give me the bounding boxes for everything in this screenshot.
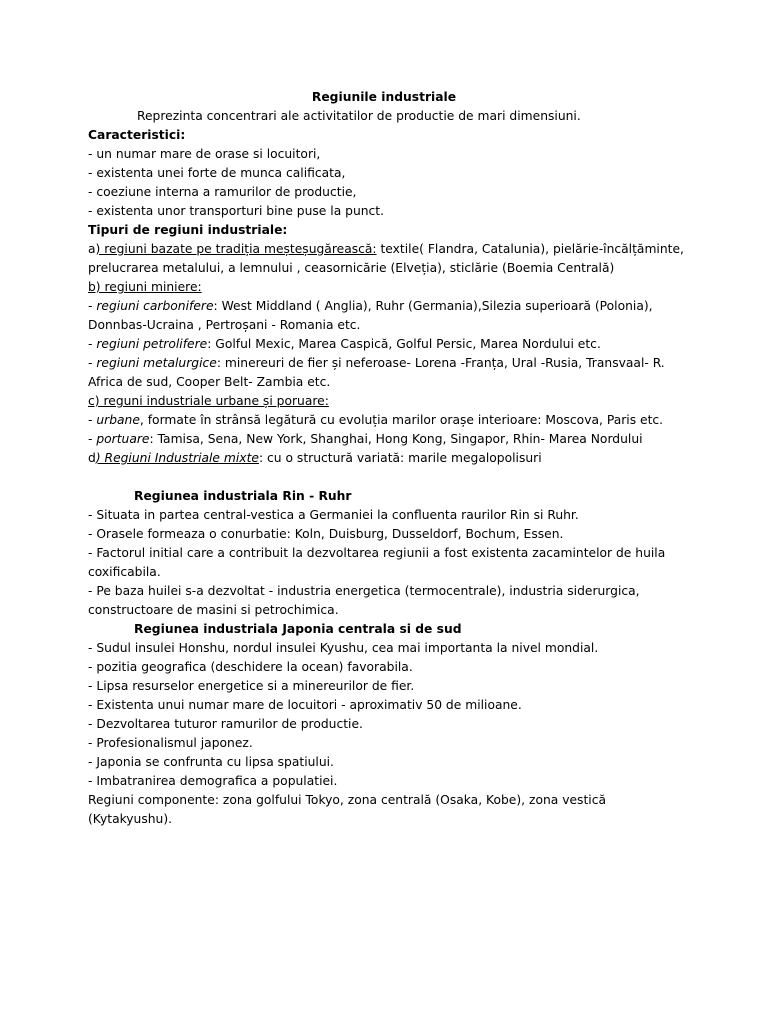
tipuri-d-line xyxy=(88,449,768,468)
japonia-line: Regiuni componente: zona golfului Tokyo, zona centrală (Osaka, Kobe), zona vestică xyxy=(88,793,606,807)
tipuri-d-prefix: d xyxy=(88,451,96,465)
urbane-line xyxy=(88,411,768,430)
metalurgice-line xyxy=(88,354,768,373)
japonia-line: - Lipsa resurselor energetice si a minereurilor de fier. xyxy=(88,679,415,693)
portuare-label: - portuare xyxy=(88,432,150,446)
japonia-line: - Imbatranirea demografica a populatiei. xyxy=(88,774,338,788)
rin-ruhr-line: - Pe baza huilei s-a dezvoltat - industria energetica (termocentrale), industria siderurgica, xyxy=(88,584,640,598)
tipuri-a-prefix: a xyxy=(88,242,96,256)
carbonifere-continuation: Donnbas-Ucraina , Pertroșani - Romania etc. xyxy=(88,318,361,332)
carbonifere-text: : West Middland ( Anglia), Ruhr (Germania),Silezia superioară (Polonia), xyxy=(213,299,653,313)
japonia-line: (Kytakyushu). xyxy=(88,812,173,826)
tipuri-b-label: b) regiuni miniere: xyxy=(88,280,202,294)
portuare-line xyxy=(88,430,768,449)
japonia-heading: Regiunea industriala Japonia centrala si de sud xyxy=(134,622,462,636)
tipuri-heading: Tipuri de regiuni industriale: xyxy=(88,223,288,237)
metalurgice-label: - regiuni metalurgice xyxy=(88,356,217,370)
japonia-line: - Dezvoltarea tuturor ramurilor de productie. xyxy=(88,717,363,731)
metalurgice-continuation: Africa de sud, Cooper Belt- Zambia etc. xyxy=(88,375,331,389)
japonia-line: - Japonia se confrunta cu lipsa spatiului. xyxy=(88,755,334,769)
tipuri-a-label: ) regiuni bazate pe tradiția meșteșugărească: xyxy=(95,242,377,256)
portuare-text: : Tamisa, Sena, New York, Shanghai, Hong Kong, Singapor, Rhin- Marea Nordului xyxy=(149,432,643,446)
tipuri-d-label: ) Regiuni Industriale mixte xyxy=(95,451,259,465)
japonia-line: - Sudul insulei Honshu, nordul insulei Kyushu, cea mai importanta la nivel mondial. xyxy=(88,641,599,655)
caracteristici-item: - existenta unei forte de munca calificata, xyxy=(88,166,346,180)
urbane-text: , formate în strânsă legătură cu evoluția marilor orașe interioare: Moscova, Paris etc. xyxy=(139,413,664,427)
carbonifere-label: - regiuni carbonifere xyxy=(88,299,214,313)
carbonifere-line xyxy=(88,297,768,316)
intro-paragraph: Reprezinta concentrari ale activitatilor de productie de mari dimensiuni. xyxy=(137,109,581,123)
tipuri-d-text: : cu o structură variată: marile megalopolisuri xyxy=(258,451,542,465)
tipuri-a-text: textile( Flandra, Catalunia), pielărie-încălțăminte, xyxy=(376,242,684,256)
rin-ruhr-line: coxificabila. xyxy=(88,565,161,579)
tipuri-c-label: c) reguni industriale urbane și poruare: xyxy=(88,394,329,408)
rin-ruhr-heading: Regiunea industriala Rin - Ruhr xyxy=(134,489,352,503)
japonia-line: - pozitia geografica (deschidere la ocean) favorabila. xyxy=(88,660,413,674)
caracteristici-item: - existenta unor transporturi bine puse la punct. xyxy=(88,204,385,218)
metalurgice-text: : minereuri de fier și neferoase- Lorena -Franța, Ural -Rusia, Transvaal- R. xyxy=(216,356,665,370)
urbane-label: - urbane xyxy=(88,413,140,427)
petrolifere-line xyxy=(88,335,768,354)
caracteristici-item: - un numar mare de orase si locuitori, xyxy=(88,147,321,161)
japonia-line: - Existenta unui numar mare de locuitori - aproximativ 50 de milioane. xyxy=(88,698,522,712)
rin-ruhr-line: - Factorul initial care a contribuit la dezvoltarea regiunii a fost existenta zacamintelor de huila xyxy=(88,546,666,560)
caracteristici-heading: Caracteristici: xyxy=(88,128,186,142)
petrolifere-label: - regiuni petrolifere xyxy=(88,337,208,351)
japonia-line: - Profesionalismul japonez. xyxy=(88,736,253,750)
document-title: Regiunile industriale xyxy=(311,90,457,104)
petrolifere-text: : Golful Mexic, Marea Caspică, Golful Persic, Marea Nordului etc. xyxy=(207,337,601,351)
tipuri-a-continuation: prelucrarea metalului, a lemnului , ceasornicărie (Elveția), sticlărie (Boemia Centrală) xyxy=(88,261,615,275)
rin-ruhr-line: - Situata in partea central-vestica a Germaniei la confluenta raurilor Rin si Ruhr. xyxy=(88,508,579,522)
rin-ruhr-line: constructoare de masini si petrochimica. xyxy=(88,603,339,617)
spacer xyxy=(88,468,768,487)
caracteristici-item: - coeziune interna a ramurilor de productie, xyxy=(88,185,357,199)
rin-ruhr-line: - Orasele formeaza o conurbatie: Koln, Duisburg, Dusseldorf, Bochum, Essen. xyxy=(88,527,564,541)
tipuri-a-line xyxy=(88,240,768,259)
